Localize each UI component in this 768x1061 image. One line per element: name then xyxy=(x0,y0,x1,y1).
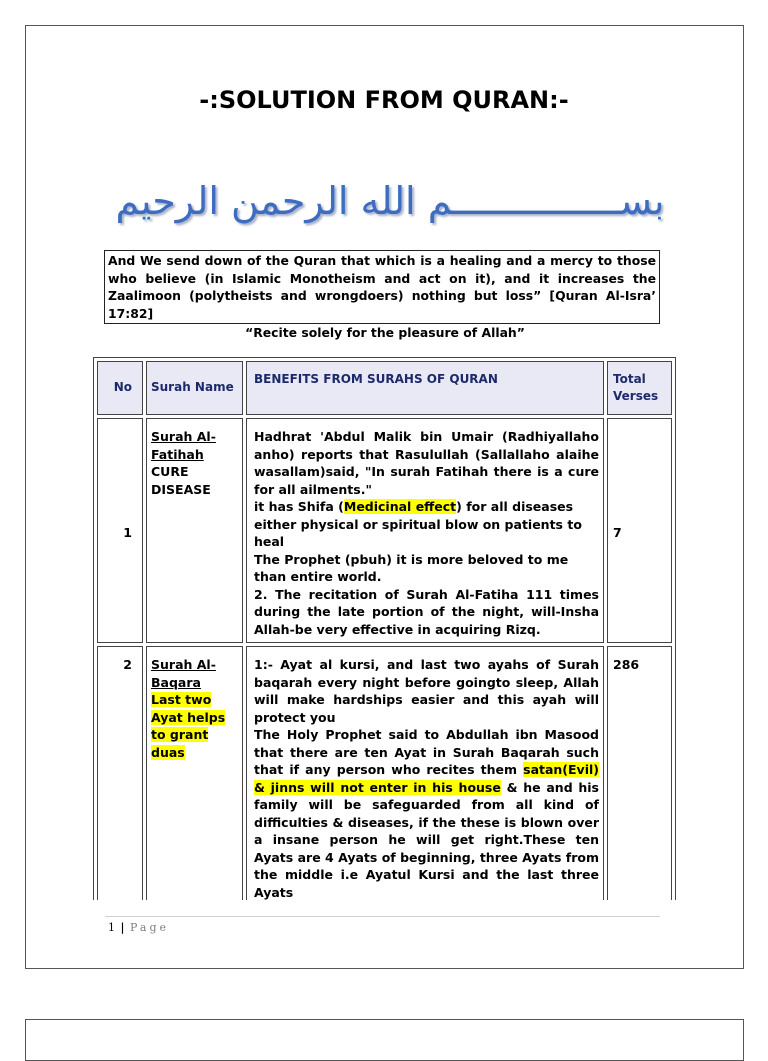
footer-divider xyxy=(105,916,660,917)
benefit-text: & he and his family will be safeguarded from all kind of difficulties & diseases, if the these is blown over a insane person he will get right.These ten Ayats are 4 Ayats of beginning, three Ayats from the middle i.e Ayatul Kursi and the last three Ayats xyxy=(254,779,600,900)
benefit-text: Hadhrat 'Abdul Malik bin Umair (Radhiyallaho anho) reports that Rasulullah (Sallallaho alaihe wasallam)said, "In surah Fatihah there is a cure for all ailments." xyxy=(254,429,599,497)
surah-name: Surah Al-Baqara xyxy=(151,657,216,690)
bismillah-calligraphy-image xyxy=(100,158,680,242)
benefit-highlight: Medicinal effect xyxy=(343,499,457,514)
surah-name: Surah Al-Fatihah xyxy=(151,429,216,462)
header-surah-name: Surah Name xyxy=(146,361,243,415)
benefit-text: 2. The recitation of Surah Al-Fatiha 111 times during the late portion of the night, will-Insha Allah-be very effective in acquiring Rizq. xyxy=(254,586,599,637)
table-row xyxy=(97,646,672,900)
table-row xyxy=(97,418,672,643)
surah-note-highlight: Last two Ayat helps to grant duas xyxy=(151,692,226,760)
page-title: -:SOLUTION FROM QURAN:- xyxy=(199,86,569,114)
benefit-paragraph xyxy=(254,726,599,900)
benefit-text: The Holy Prophet said to Abdullah ibn Masood that there are ten Ayat in Surah Baqarah such that if any person who recites them xyxy=(254,727,599,777)
recite-subtitle: “Recite solely for the pleasure of Allah” xyxy=(245,325,525,341)
total-verses: 286 xyxy=(607,646,672,900)
bismillah-calligraphy-svg xyxy=(100,158,680,242)
header-benefits: BENEFITS FROM SURAHS OF QURAN xyxy=(246,361,604,415)
surah-name-cell xyxy=(146,418,243,643)
footer-separator: | xyxy=(120,921,125,934)
total-verses: 7 xyxy=(607,418,672,643)
benefit-highlight: satan(Evil) & jinns will not enter in his house xyxy=(254,762,599,795)
bismillah-calligraphy: بســـــــــــــــم الله الرحمن الرحيم xyxy=(115,179,665,223)
surah-note xyxy=(151,691,238,761)
benefit-text: The Prophet (pbuh) it is more beloved to me than entire world. xyxy=(254,551,569,584)
benefit-paragraph xyxy=(254,428,599,498)
surah-table-container xyxy=(93,357,676,900)
table-header-row xyxy=(97,361,672,415)
row-number: 1 xyxy=(97,418,143,643)
header-total-verses: Total Verses xyxy=(607,361,672,415)
page-number: 1 xyxy=(108,921,115,934)
benefits-cell xyxy=(246,418,604,643)
quran-quote-box: And We send down of the Quran that which is a healing and a mercy to those who believe (in Islamic Monotheism and act on it), and it increases the Zaalimoon (polytheists and wrongdoers) nothing but loss” [Quran Al-Isra’ 17:82] xyxy=(104,250,660,324)
surah-benefits-table xyxy=(93,357,676,900)
quote-section xyxy=(104,250,660,341)
benefit-text: it has Shifa ( xyxy=(254,499,344,514)
benefit-paragraph xyxy=(254,551,599,586)
next-document-page xyxy=(25,1019,744,1061)
header-no: No xyxy=(97,361,143,415)
benefits-cell xyxy=(246,646,604,900)
benefit-text: 1:- Ayat al kursi, and last two ayahs of Surah baqarah every night before goingto sleep, Allah will make hardships easier and this ayah will protect you xyxy=(254,657,599,725)
surah-note: CURE DISEASE xyxy=(151,464,211,497)
page-footer xyxy=(108,921,169,935)
benefit-paragraph xyxy=(254,656,599,726)
row-number: 2 xyxy=(97,646,143,900)
benefit-text: ) for all diseases either physical or spiritual blow on patients to heal xyxy=(254,499,582,549)
surah-name-cell xyxy=(146,646,243,900)
benefit-paragraph xyxy=(254,498,599,551)
page-label: Page xyxy=(130,921,170,934)
benefit-paragraph xyxy=(254,586,599,639)
